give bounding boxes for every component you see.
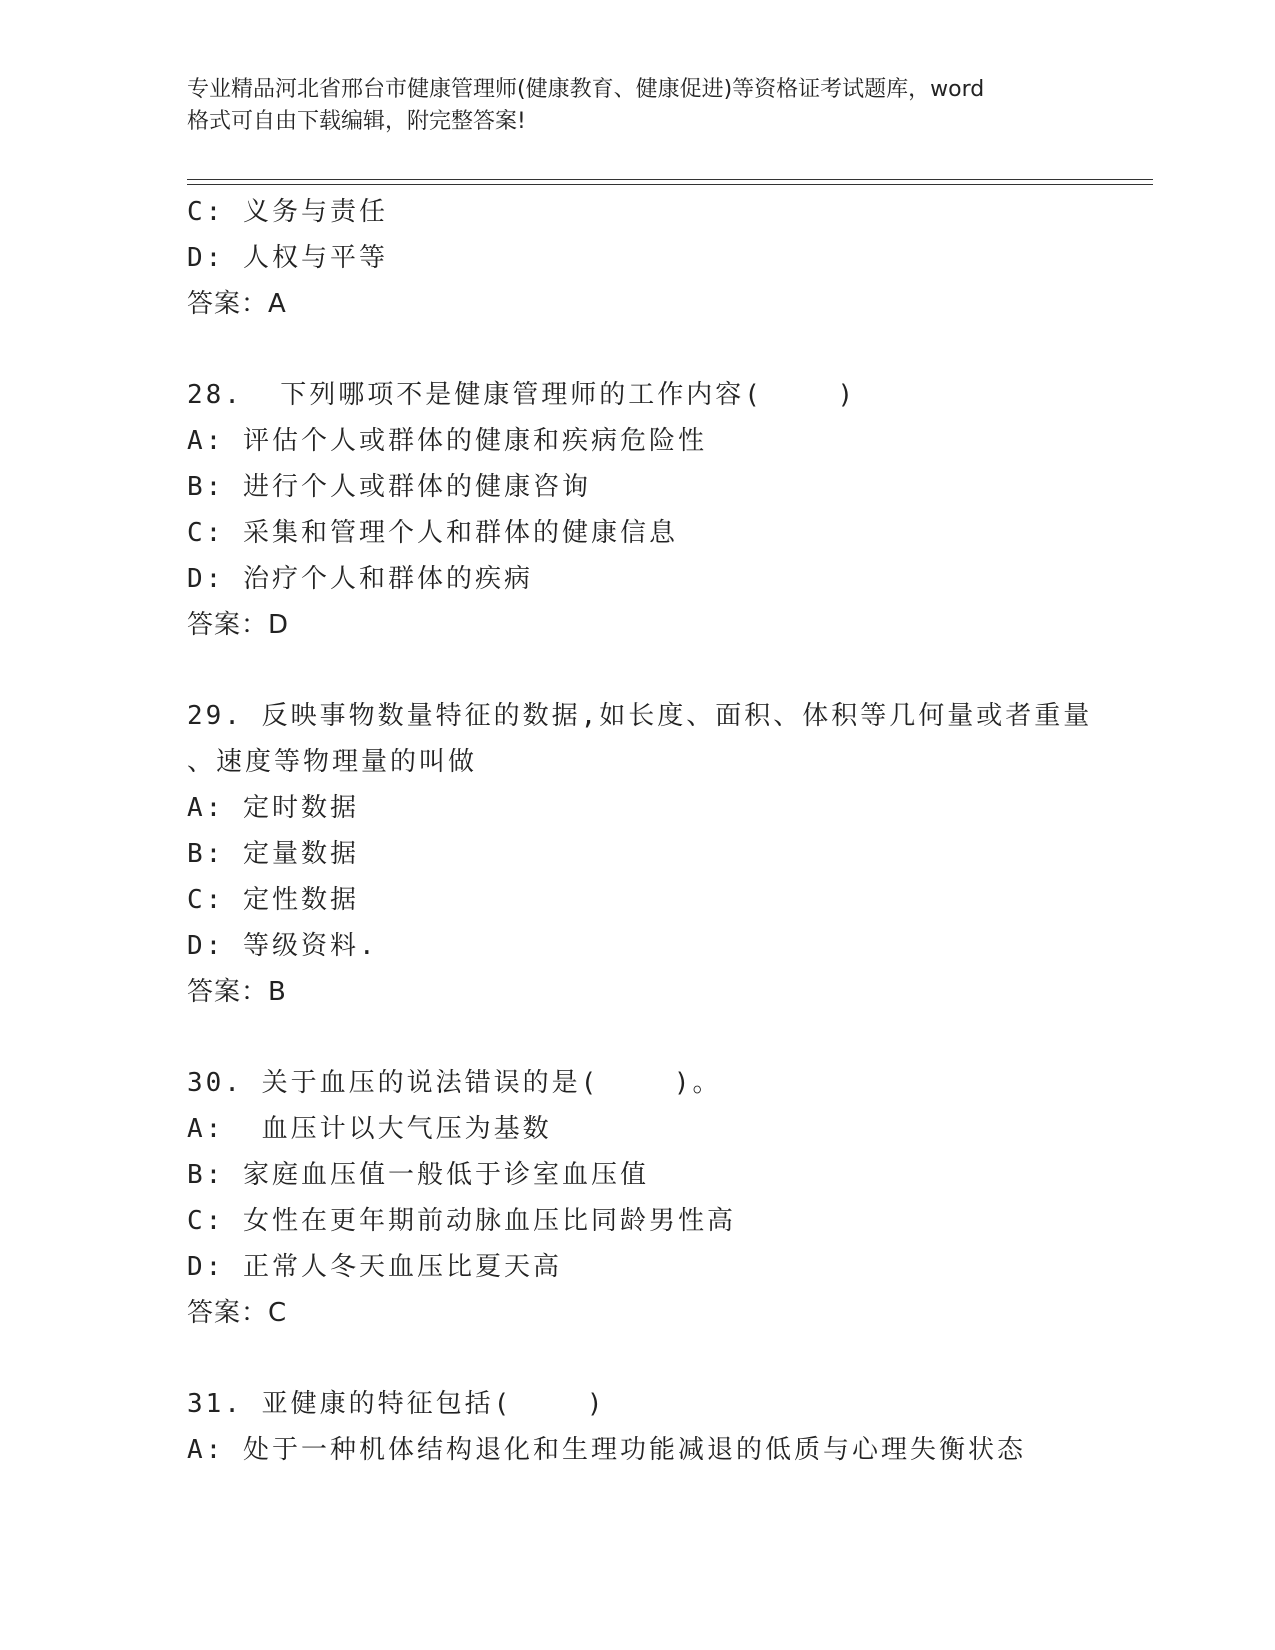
option-b: B: 进行个人或群体的健康咨询 xyxy=(187,472,591,502)
option-d: D: 正常人冬天血压比夏天高 xyxy=(187,1252,562,1282)
header-divider-bottom xyxy=(187,184,1153,185)
header-line-2: 格式可自由下载编辑，附完整答案! xyxy=(187,109,526,134)
question-30 xyxy=(187,1060,1107,1336)
header-line-1: 专业精品河北省邢台市健康管理师(健康教育、健康促进)等资格证考试题库，word xyxy=(187,77,985,102)
answer: 答案：D xyxy=(187,610,290,640)
option-c: C: 采集和管理个人和群体的健康信息 xyxy=(187,518,678,548)
question-28 xyxy=(187,372,1107,648)
option-c: C: 义务与责任 xyxy=(187,197,388,227)
option-b: B: 家庭血压值一般低于诊室血压值 xyxy=(187,1160,649,1190)
header-divider-top xyxy=(187,179,1153,180)
option-d: D: 等级资料. xyxy=(187,931,378,961)
answer: 答案：B xyxy=(187,977,287,1007)
option-b: B: 定量数据 xyxy=(187,839,359,869)
question-stem: 30. 关于血压的说法错误的是( )。 xyxy=(187,1068,722,1098)
option-a: A: 定时数据 xyxy=(187,793,359,823)
option-a: A: 血压计以大气压为基数 xyxy=(187,1114,552,1144)
question-31 xyxy=(187,1381,1107,1473)
option-a: A: 处于一种机体结构退化和生理功能减退的低质与心理失衡状态 xyxy=(187,1435,1026,1465)
option-c: C: 女性在更年期前动脉血压比同龄男性高 xyxy=(187,1206,736,1236)
question-stem: 28. 下列哪项不是健康管理师的工作内容( ) xyxy=(187,380,857,410)
option-d: D: 人权与平等 xyxy=(187,243,388,273)
question-stem: 31. 亚健康的特征包括( ) xyxy=(187,1389,606,1419)
answer: 答案：A xyxy=(187,289,287,319)
option-c: C: 定性数据 xyxy=(187,885,359,915)
question-29 xyxy=(187,693,1107,1015)
option-d: D: 治疗个人和群体的疾病 xyxy=(187,564,533,594)
question-stem-line-1: 29. 反映事物数量特征的数据,如长度、面积、体积等几何量或者重量 xyxy=(187,701,1093,731)
page-header xyxy=(187,74,1087,138)
answer: 答案：C xyxy=(187,1298,288,1328)
option-a: A: 评估个人或群体的健康和疾病危险性 xyxy=(187,426,707,456)
question-27-tail xyxy=(187,189,1107,327)
question-list xyxy=(187,189,1107,1473)
question-stem-line-2: 、速度等物理量的叫做 xyxy=(187,747,478,777)
